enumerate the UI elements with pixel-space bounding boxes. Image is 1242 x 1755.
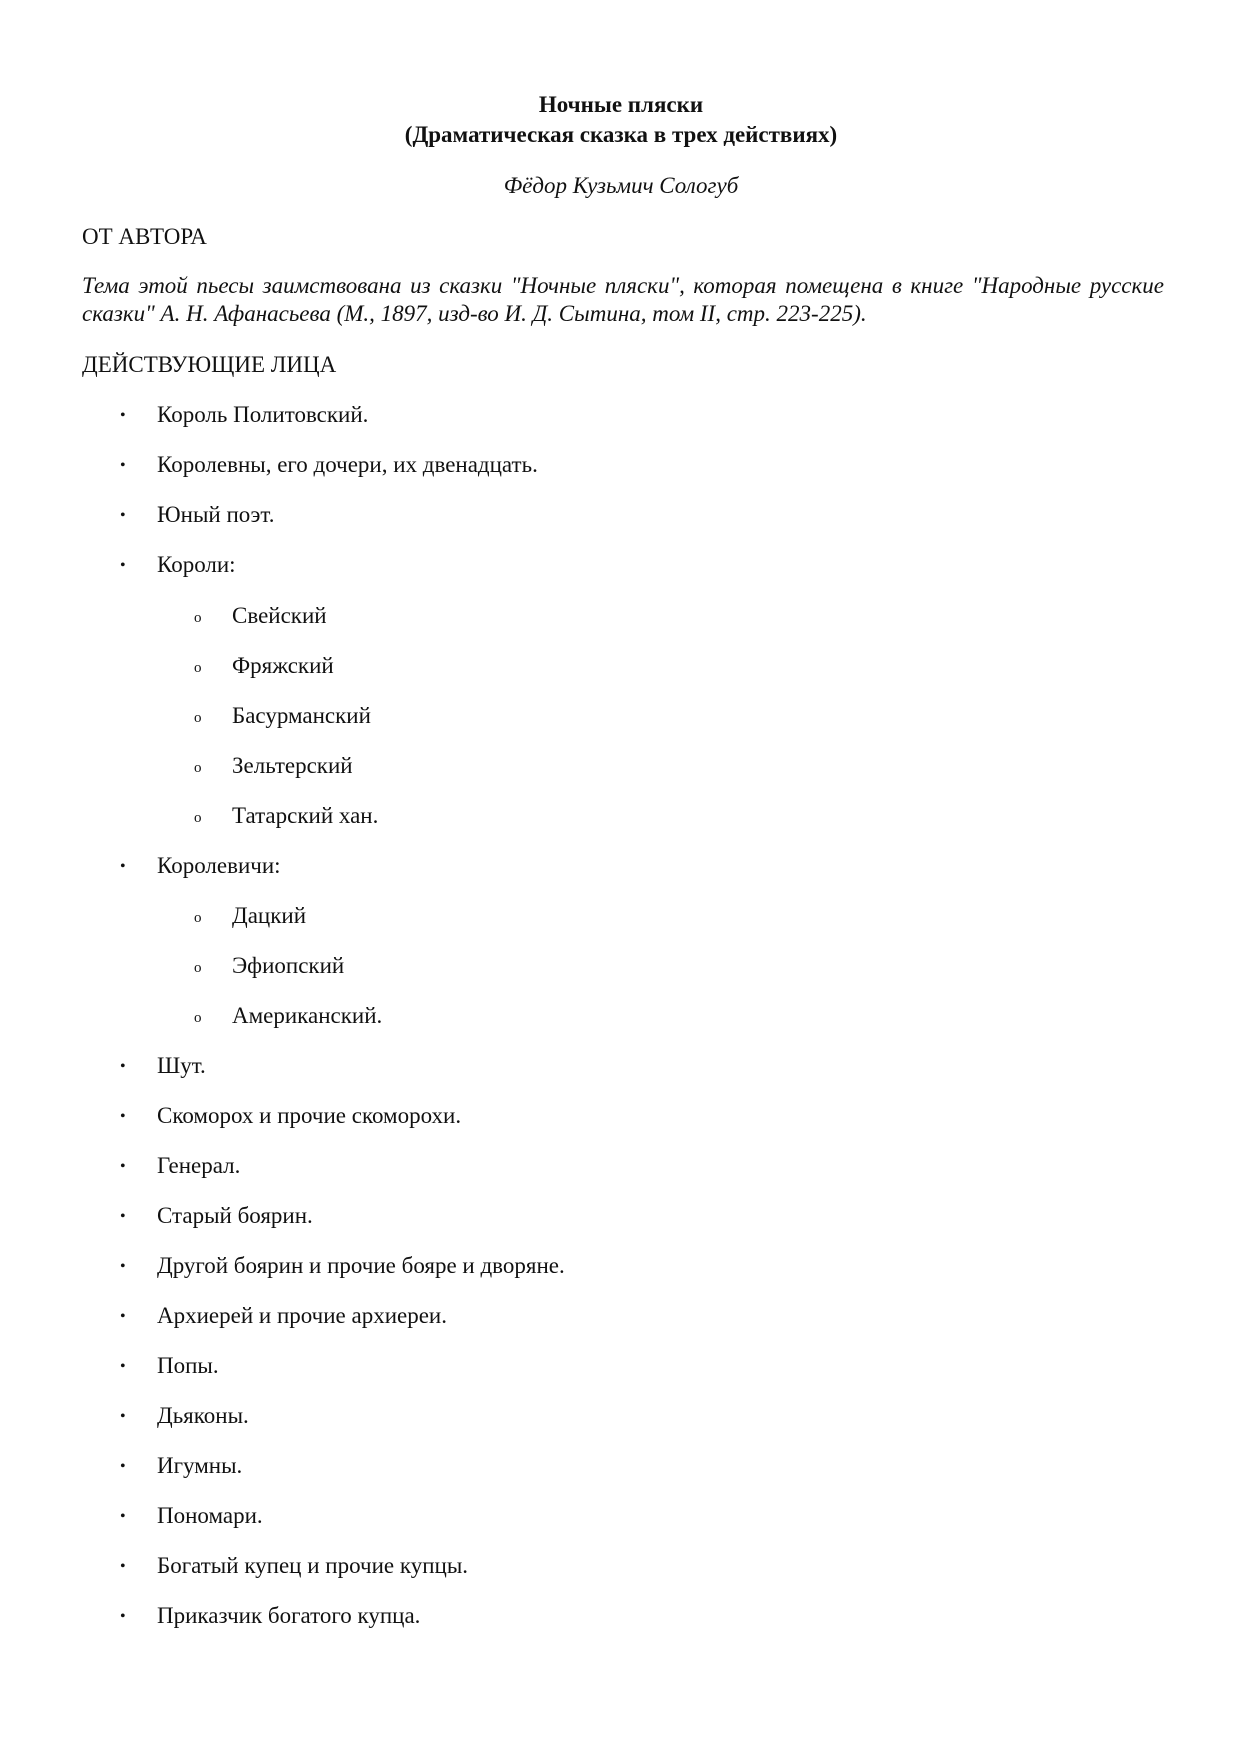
circle-bullet-icon: o [194,810,202,826]
cast-item-label: Старый боярин. [157,1203,313,1228]
circle-bullet-icon: o [194,660,202,676]
circle-bullet-icon: o [194,910,202,926]
cast-item-label: Короли: [157,552,236,577]
bullet-icon: • [120,858,126,875]
bullet-icon: • [120,457,126,474]
cast-item-label: Дьяконы. [157,1403,249,1428]
cast-item [0,1101,1242,1131]
cast-item-label: Генерал. [157,1153,241,1178]
author-name: Фёдор Кузьмич Сологуб [503,173,739,198]
bullet-icon: • [120,1558,126,1575]
cast-item [0,1051,1242,1081]
bullet-icon: • [120,1308,126,1325]
cast-item [0,450,1242,480]
cast-item [0,1151,1242,1181]
bullet-icon: • [120,1208,126,1225]
cast-item [0,400,1242,430]
cast-item-label: Пономари. [157,1503,263,1528]
cast-item [0,1451,1242,1481]
document-title: Ночные пляски [538,92,704,117]
cast-item-label: Другой боярин и прочие бояре и дворяне. [157,1253,565,1278]
cast-item [0,1251,1242,1281]
cast-item-label: Скоморох и прочие скоморохи. [157,1103,462,1128]
cast-subitem-label: Татарский хан. [232,803,379,828]
cast-item-label: Приказчик богатого купца. [157,1603,421,1628]
cast-subitem-label: Свейский [232,603,327,628]
bullet-icon: • [120,1108,126,1125]
cast-subitem-label: Дацкий [232,903,306,928]
cast-item-label: Богатый купец и прочие купцы. [157,1553,469,1578]
cast-item-label: Король Политовский. [157,402,369,427]
cast-item-label: Архиерей и прочие архиереи. [157,1303,447,1328]
cast-item [0,550,1242,580]
section-heading-from-author: ОТ АВТОРА [82,224,207,249]
cast-item-label: Шут. [157,1053,206,1078]
cast-item-label: Королевны, его дочери, их двенадцать. [157,452,538,477]
cast-subitem-label: Американский. [232,1003,383,1028]
bullet-icon: • [120,1408,126,1425]
cast-subitem [0,601,1242,631]
bullet-icon: • [120,557,126,574]
cast-item [0,1601,1242,1631]
cast-subitem [0,651,1242,681]
bullet-icon: • [120,1058,126,1075]
circle-bullet-icon: o [194,1010,202,1026]
bullet-icon: • [120,1258,126,1275]
circle-bullet-icon: o [194,760,202,776]
cast-item [0,500,1242,530]
cast-item [0,851,1242,881]
cast-subitem-label: Басурманский [232,703,371,728]
cast-subitem [0,1001,1242,1031]
cast-subitem-label: Фряжский [232,653,334,678]
cast-subitem [0,801,1242,831]
bullet-icon: • [120,407,126,424]
circle-bullet-icon: o [194,610,202,626]
cast-item-label: Игумны. [157,1453,243,1478]
cast-item [0,1301,1242,1331]
cast-subitem [0,951,1242,981]
circle-bullet-icon: o [194,960,202,976]
section-heading-cast: ДЕЙСТВУЮЩИЕ ЛИЦА [82,352,337,377]
cast-item [0,1401,1242,1431]
cast-subitem-label: Зельтерский [232,753,353,778]
bullet-icon: • [120,1358,126,1375]
cast-item [0,1201,1242,1231]
cast-subitem [0,751,1242,781]
bullet-icon: • [120,1608,126,1625]
bullet-icon: • [120,1508,126,1525]
cast-subitem-label: Эфиопский [232,953,345,978]
cast-item [0,1551,1242,1581]
cast-item-label: Юный поэт. [157,502,275,527]
circle-bullet-icon: o [194,710,202,726]
bullet-icon: • [120,1458,126,1475]
intro-paragraph: Тема этой пьесы заимствована из сказки "Ночные пляски", которая помещена в книге "Народные русские сказки" А. Н. Афанасьева (М., 1897, изд-во И. Д. Сытина, том II, стр. 223-225). [82,273,1164,326]
bullet-icon: • [120,507,126,524]
cast-item [0,1501,1242,1531]
cast-item-label: Попы. [157,1353,219,1378]
bullet-icon: • [120,1158,126,1175]
cast-item-label: Королевичи: [157,853,281,878]
cast-item [0,1351,1242,1381]
cast-subitem [0,901,1242,931]
document-subtitle: (Драматическая сказка в трех действиях) [404,122,838,147]
cast-subitem [0,701,1242,731]
